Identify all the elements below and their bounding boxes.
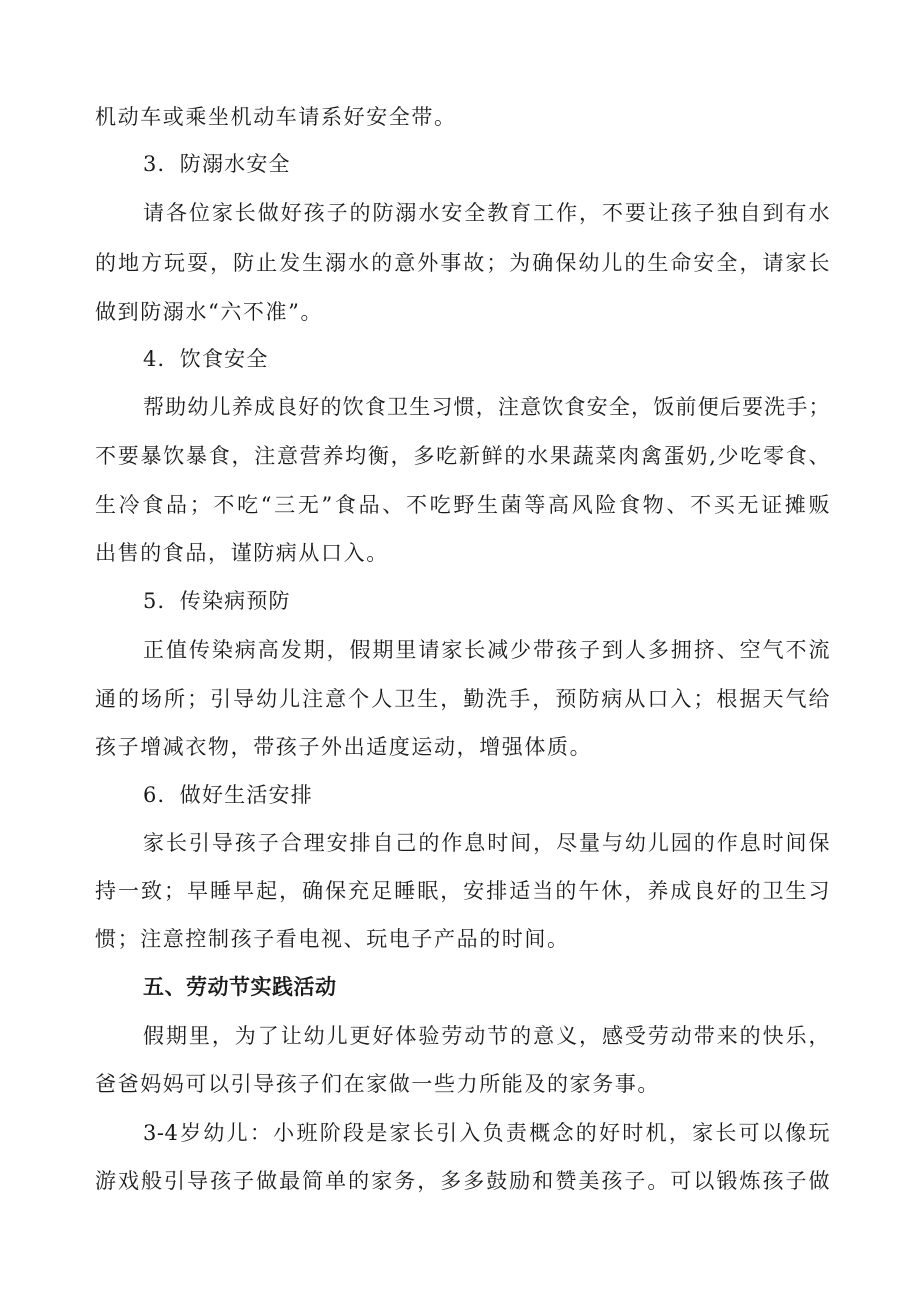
- paragraph-line: 正值传染病高发期，假期里请家长减少带孩子到人多拥挤、空气不流: [143, 638, 830, 662]
- paragraph-line: 生冷食品；不吃“三无”食品、不吃野生菌等高风险食物、不买无证摊贩: [95, 493, 830, 517]
- paragraph-line: 请各位家长做好孩子的防溺水安全教育工作，不要让孩子独自到有水: [143, 201, 830, 225]
- section-title-routine: 6．做好生活安排: [143, 783, 313, 807]
- section-title-drowning: 3．防溺水安全: [143, 152, 291, 176]
- paragraph-line: 不要暴饮暴食，注意营养均衡，多吃新鲜的水果蔬菜肉禽蛋奶,少吃零食、: [95, 444, 830, 468]
- paragraph-line: 孩子增减衣物，带孩子外出适度运动，增强体质。: [95, 735, 593, 759]
- paragraph-line: 的地方玩耍，防止发生溺水的意外事故；为确保幼儿的生命安全，请家长: [95, 251, 830, 275]
- paragraph-line: 3-4岁幼儿：小班阶段是家长引入负责概念的好时机，家长可以像玩: [143, 1121, 830, 1145]
- paragraph-line: 持一致；早睡早起，确保充足睡眠，安排适当的午休，养成良好的卫生习: [95, 879, 830, 903]
- paragraph-line: 家长引导孩子合理安排自己的作息时间，尽量与幼儿园的作息时间保: [143, 831, 830, 855]
- paragraph-line: 通的场所；引导幼儿注意个人卫生，勤洗手，预防病从口入；根据天气给: [95, 687, 830, 711]
- paragraph-line: 出售的食品，谨防病从口入。: [95, 541, 389, 565]
- section-title-infection: 5．传染病预防: [143, 589, 291, 613]
- paragraph-line: 游戏般引导孩子做最简单的家务，多多鼓励和赞美孩子。可以锻炼孩子做: [95, 1169, 830, 1193]
- paragraph-line: 帮助幼儿养成良好的饮食卫生习惯，注意饮食安全，饭前便后要洗手；: [143, 395, 830, 419]
- section-heading-labor-day: 五、劳动节实践活动: [143, 975, 337, 999]
- section-title-food: 4．饮食安全: [143, 347, 269, 371]
- paragraph-line: 机动车或乘坐机动车请系好安全带。: [95, 105, 457, 129]
- paragraph-line: 假期里，为了让幼儿更好体验劳动节的意义，感受劳动带来的快乐，: [143, 1024, 830, 1048]
- paragraph-line: 做到防溺水“六不准”。: [95, 300, 324, 324]
- paragraph-line: 爸爸妈妈可以引导孩子们在家做一些力所能及的家务事。: [95, 1072, 660, 1096]
- paragraph-line: 惯；注意控制孩子看电视、玩电子产品的时间。: [95, 927, 570, 951]
